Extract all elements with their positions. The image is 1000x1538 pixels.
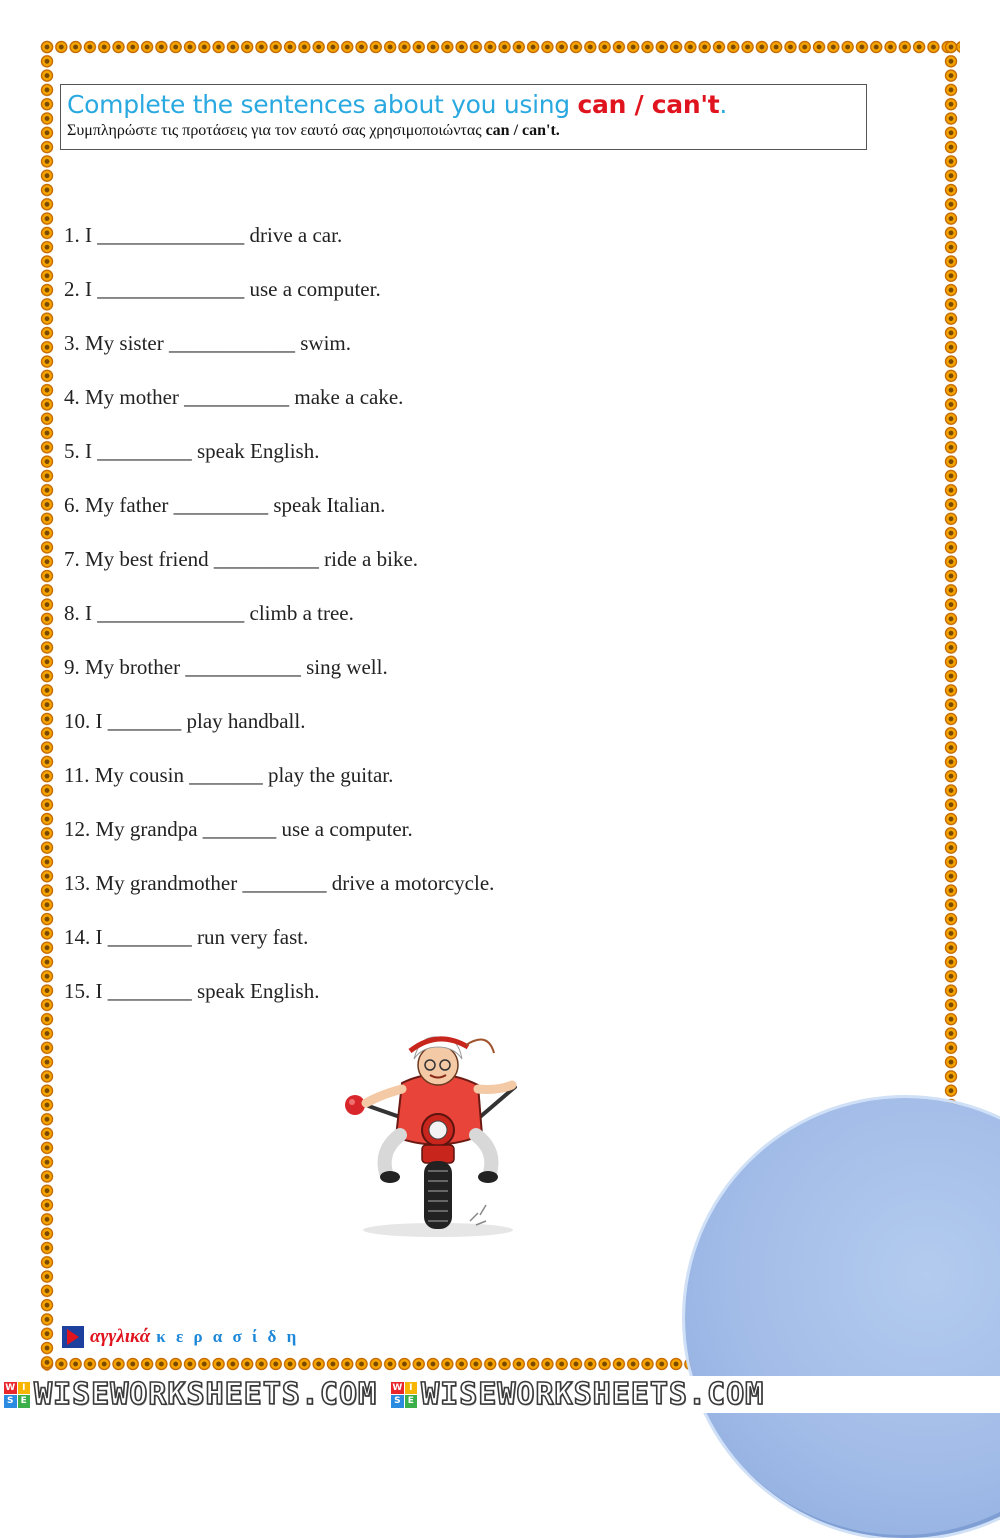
watermark-unit xyxy=(0,1377,377,1412)
sentence-item[interactable]: 3. My sister ____________ swim. xyxy=(64,331,352,355)
sentence-item[interactable]: 14. I ________ run very fast. xyxy=(64,925,309,949)
sentence-item[interactable]: 5. I _________ speak English. xyxy=(64,439,320,463)
sentence-item[interactable]: 11. My cousin _______ play the guitar. xyxy=(64,763,394,787)
grandma-motorcycle-icon xyxy=(330,1025,540,1250)
sentence-list xyxy=(64,208,494,1018)
subtitle-text: Συμπληρώστε τις προτάσεις για τον εαυτό σας χρησιμοποιώντας xyxy=(67,122,486,139)
logo-icon xyxy=(62,1326,84,1348)
publisher-logo xyxy=(62,1325,299,1349)
watermark-strip xyxy=(0,1376,1000,1413)
subtitle-highlight: can / can't. xyxy=(485,122,560,139)
flower-border-left xyxy=(40,40,54,1371)
sentence-item[interactable]: 10. I _______ play handball. xyxy=(64,709,306,733)
watermark-text: WISEWORKSHEETS.COM xyxy=(34,1377,378,1412)
sentence-item[interactable]: 2. I ______________ use a computer. xyxy=(64,277,381,301)
logo-text-red: αγγλικά xyxy=(90,1326,151,1347)
sentence-item[interactable]: 1. I ______________ drive a car. xyxy=(64,223,343,247)
watermark-text: WISEWORKSHEETS.COM xyxy=(421,1377,765,1412)
watermark-unit xyxy=(387,1377,764,1412)
sentence-item[interactable]: 6. My father _________ speak Italian. xyxy=(64,493,386,517)
logo-text-blue: κ ε ρ α σ ί δ η xyxy=(156,1327,300,1346)
sentence-item[interactable]: 15. I ________ speak English. xyxy=(64,979,320,1003)
instructions-title xyxy=(67,89,860,121)
sentence-item[interactable]: 13. My grandmother ________ drive a motorcycle. xyxy=(64,871,495,895)
sentence-item[interactable]: 7. My best friend __________ ride a bike. xyxy=(64,547,419,571)
title-highlight: can / can't xyxy=(577,90,720,119)
instructions-box xyxy=(60,84,867,150)
worksheet-logo-icon: W I S E xyxy=(4,1382,30,1408)
sentence-item[interactable]: 9. My brother ___________ sing well. xyxy=(64,655,388,679)
decorative-blue-circle xyxy=(685,1098,1000,1538)
sentence-item[interactable]: 4. My mother __________ make a cake. xyxy=(64,385,404,409)
instructions-subtitle xyxy=(67,121,860,141)
title-period: . xyxy=(719,90,728,119)
worksheet-logo-icon: W I S E xyxy=(391,1382,417,1408)
sentence-item[interactable]: 8. I ______________ climb a tree. xyxy=(64,601,354,625)
flower-border-top xyxy=(40,40,960,54)
sentence-item[interactable]: 12. My grandpa _______ use a computer. xyxy=(64,817,413,841)
title-text: Complete the sentences about you using xyxy=(67,90,578,119)
